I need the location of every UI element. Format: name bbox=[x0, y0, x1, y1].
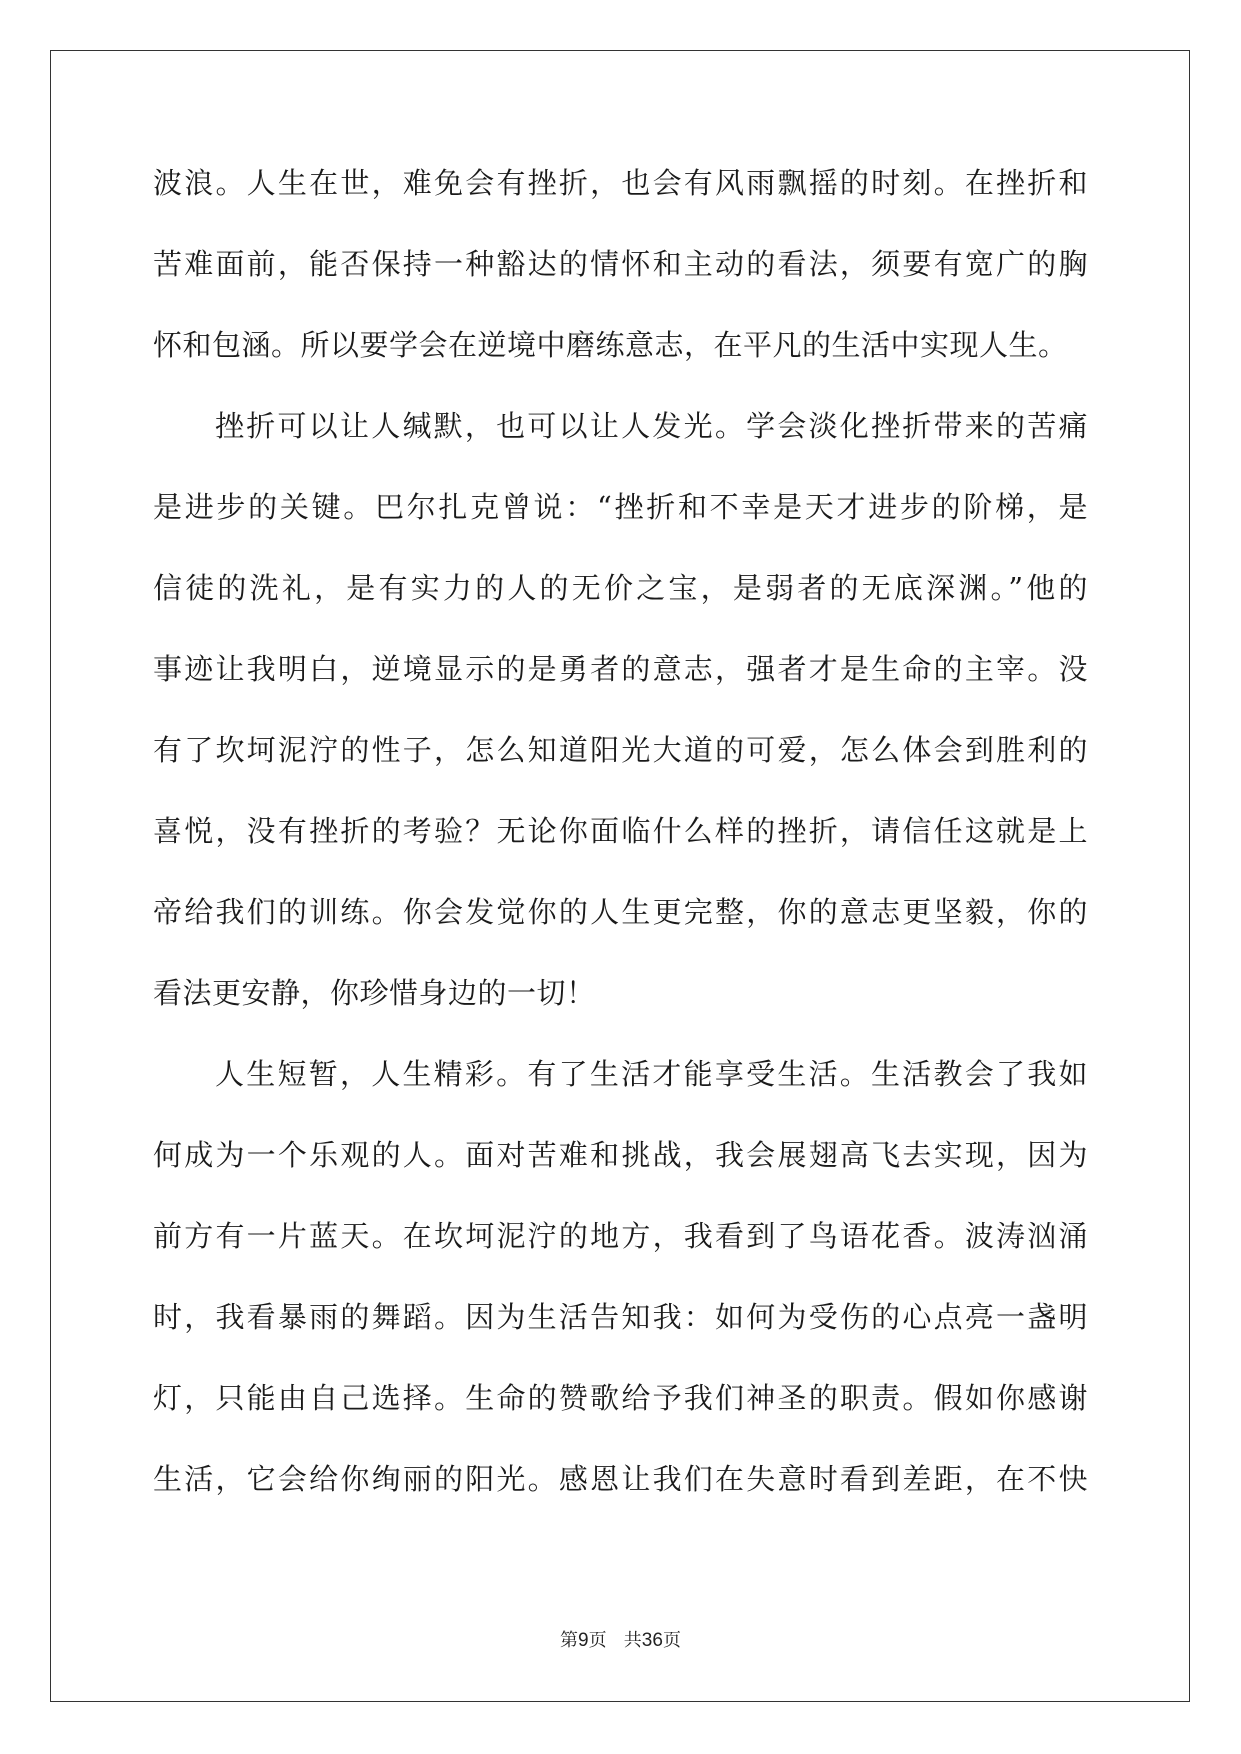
text-line: 时，我看暴雨的舞蹈。因为生活告知我：如何为受伤的心点亮一盏明 bbox=[153, 1300, 1088, 1334]
text-line: 帝给我们的训练。你会发觉你的人生更完整，你的意志更坚毅，你的 bbox=[153, 895, 1088, 929]
text-line: 信徒的洗礼，是有实力的人的无价之宝，是弱者的无底深渊。”他的 bbox=[153, 571, 1088, 605]
text-line: 怀和包涵。所以要学会在逆境中磨练意志，在平凡的生活中实现人生。 bbox=[153, 328, 1068, 362]
page-number: 9 bbox=[578, 1630, 589, 1651]
text-line: 灯，只能由自己选择。生命的赞歌给予我们神圣的职责。假如你感谢 bbox=[153, 1381, 1088, 1415]
paragraph-start-line: 挫折可以让人缄默，也可以让人发光。学会淡化挫折带来的苦痛 bbox=[215, 409, 1088, 443]
footer-total-suffix: 页 bbox=[662, 1630, 681, 1651]
text-line: 生活，它会给你绚丽的阳光。感恩让我们在失意时看到差距，在不快 bbox=[153, 1462, 1088, 1496]
footer-page-suffix: 页 bbox=[588, 1630, 607, 1651]
paragraph-start-line: 人生短暂，人生精彩。有了生活才能享受生活。生活教会了我如 bbox=[215, 1057, 1088, 1091]
text-line: 喜悦，没有挫折的考验？无论你面临什么样的挫折，请信任这就是上 bbox=[153, 814, 1088, 848]
total-pages: 36 bbox=[641, 1630, 663, 1651]
text-line: 波浪。人生在世，难免会有挫折，也会有风雨飘摇的时刻。在挫折和 bbox=[153, 166, 1088, 200]
document-body bbox=[153, 163, 1088, 1540]
text-line: 何成为一个乐观的人。面对苦难和挑战，我会展翅高飞去实现，因为 bbox=[153, 1138, 1088, 1172]
text-line: 前方有一片蓝天。在坎坷泥泞的地方，我看到了鸟语花香。波涛汹涌 bbox=[153, 1219, 1088, 1253]
text-line: 苦难面前，能否保持一种豁达的情怀和主动的看法，须要有宽广的胸 bbox=[153, 247, 1088, 281]
text-line: 看法更安静，你珍惜身边的一切！ bbox=[153, 976, 596, 1010]
text-line: 事迹让我明白，逆境显示的是勇者的意志，强者才是生命的主宰。没 bbox=[153, 652, 1088, 686]
text-line: 有了坎坷泥泞的性子，怎么知道阳光大道的可爱，怎么体会到胜利的 bbox=[153, 733, 1088, 767]
footer-prefix: 第 bbox=[560, 1630, 579, 1651]
footer-total-prefix: 共 bbox=[623, 1630, 642, 1651]
text-line: 是进步的关键。巴尔扎克曾说：“挫折和不幸是天才进步的阶梯，是 bbox=[153, 490, 1088, 524]
page-footer bbox=[0, 1626, 1241, 1652]
